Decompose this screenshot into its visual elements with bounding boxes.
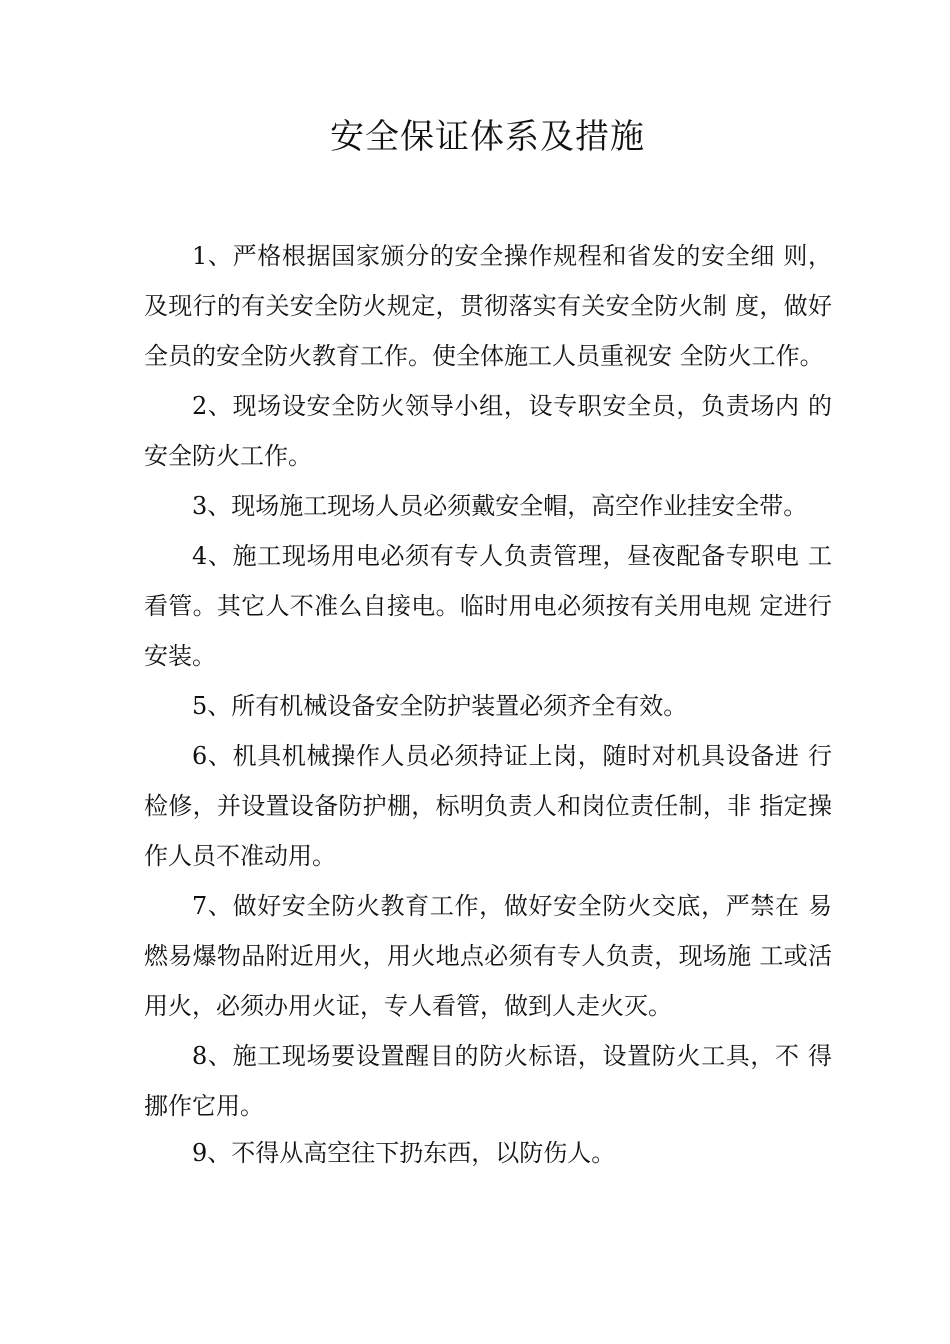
page-title: 安全保证体系及措施: [330, 117, 645, 157]
paragraph-8: 8、施工现场要设置醒目的防火标语，设置防火工具，不 得挪作它用。: [144, 1042, 832, 1120]
paragraph-5: 5、所有机械设备安全防护装置必须齐全有效。: [192, 692, 688, 720]
paragraph-1: 1、严格根据国家颁分的安全操作规程和省发的安全细 则，及现行的有关安全防火规定，贯彻落实有关安全防火制 度，做好全员的安全防火教育工作。使全体施工人员重视安 全防火工作。: [144, 242, 832, 370]
paragraph-3: 3、现场施工现场人员必须戴安全帽，高空作业挂安全带。: [192, 492, 808, 520]
document-body: [144, 231, 832, 1175]
paragraph-4: 4、施工现场用电必须有专人负责管理，昼夜配备专职电 工看管。其它人不准么自接电。临时用电必须按有关用电规 定进行安装。: [144, 542, 832, 670]
paragraph-6: 6、机具机械操作人员必须持证上岗，随时对机具设备进 行检修，并设置设备防护棚，标明负责人和岗位责任制，非 指定操作人员不准动用。: [144, 742, 832, 870]
paragraph-2: 2、现场设安全防火领导小组，设专职安全员，负责场内 的安全防火工作。: [144, 392, 832, 470]
paragraph-7: 7、做好安全防火教育工作，做好安全防火交底，严禁在 易燃易爆物品附近用火，用火地点必须有专人负责，现场施 工或活用火，必须办用火证，专人看管，做到人走火灭。: [144, 892, 832, 1020]
paragraph-9: 9、不得从高空往下扔东西，以防伤人。: [192, 1139, 616, 1167]
